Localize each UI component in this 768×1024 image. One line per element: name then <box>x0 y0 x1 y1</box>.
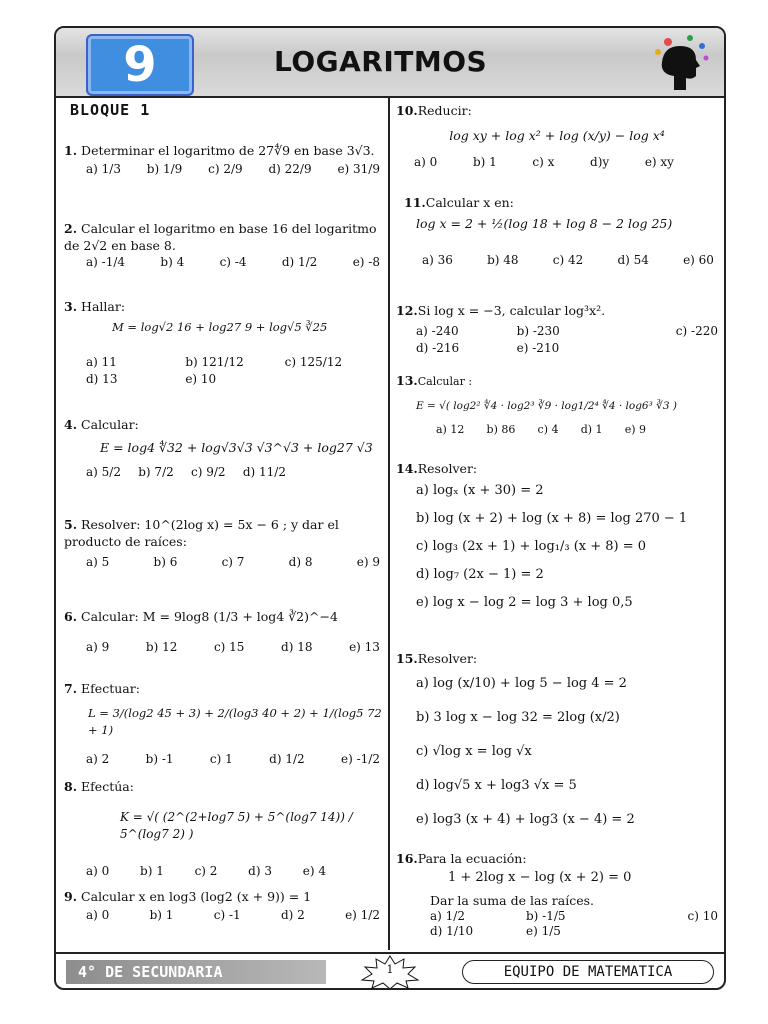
q10-option-c: c) x <box>532 155 555 169</box>
q14-items <box>416 477 718 617</box>
question-3 <box>64 298 384 388</box>
q9-number: 9. <box>64 889 78 904</box>
q14-item-c: c) log₃ (2x + 1) + log₁/₃ (x + 8) = 0 <box>416 539 647 554</box>
q12-number: 12. <box>396 303 418 318</box>
q4-option-a: a) 5/2 <box>86 465 121 479</box>
q7-option-d: d) 1/2 <box>269 752 305 766</box>
chapter-number-box <box>86 34 194 96</box>
q15-number: 15. <box>396 651 418 666</box>
question-13 <box>396 372 718 438</box>
q15-item-e: e) log3 (x + 4) + log3 (x − 4) = 2 <box>416 812 635 827</box>
q8-options <box>64 863 330 880</box>
q12-option-a: a) -240 <box>416 324 459 338</box>
q3-option-d: d) 13 <box>86 372 118 386</box>
q8-option-a: a) 0 <box>86 864 110 878</box>
q6-text: Calcular: M = 9log8 (1/3 + log4 ∛2)^−4 <box>81 609 338 624</box>
q5-option-b: b) 6 <box>153 555 178 569</box>
q10-option-d: d)y <box>590 155 610 169</box>
q7-option-b: b) -1 <box>145 752 174 766</box>
q15-item-a: a) log (x/10) + log 5 − log 4 = 2 <box>416 676 627 691</box>
q8-number: 8. <box>64 779 78 794</box>
q14-text: Resolver: <box>417 461 478 476</box>
q6-option-d: d) 18 <box>281 640 313 654</box>
q5-option-a: a) 5 <box>86 555 110 569</box>
q12-text: Si log x = −3, calcular log³x². <box>417 303 606 318</box>
q16-option-d: d) 1/10 <box>430 924 474 938</box>
q2-option-a: a) -1/4 <box>86 255 126 269</box>
q5-options <box>64 554 384 571</box>
q13-option-c: c) 4 <box>537 423 559 436</box>
q15-items <box>416 667 718 837</box>
q11-option-a: a) 36 <box>422 253 453 267</box>
chapter-number: 9 <box>123 37 157 93</box>
q9-option-c: c) -1 <box>213 908 241 922</box>
q11-formula: log x = 2 + ½(log 18 + log 8 − 2 log 25) <box>416 216 673 231</box>
grade-label: 4° DE SECUNDARIA <box>66 960 326 984</box>
q8-option-e: e) 4 <box>302 864 326 878</box>
q7-number: 7. <box>64 681 78 696</box>
q1-option-a: a) 1/3 <box>86 162 121 176</box>
right-column <box>396 98 718 950</box>
q3-text: Hallar: <box>81 299 126 314</box>
q13-formula: E = √( log2² ∜4 · log2³ ∛9 · log1/2⁴ ∜4 · log6³ ∛3 ) <box>416 400 677 412</box>
question-15 <box>396 650 718 837</box>
q2-option-d: d) 1/2 <box>281 255 318 269</box>
q12-options <box>416 323 718 357</box>
q1-option-e: e) 31/9 <box>337 162 380 176</box>
q6-option-e: e) 13 <box>349 640 380 654</box>
question-1 <box>64 142 384 178</box>
question-4 <box>64 416 384 481</box>
q2-options <box>64 254 384 271</box>
q8-option-d: d) 3 <box>248 864 272 878</box>
q15-item-d: d) log√5 x + log3 √x = 5 <box>416 778 577 793</box>
q2-option-c: c) -4 <box>219 255 247 269</box>
q5-option-c: c) 7 <box>221 555 245 569</box>
q4-options <box>64 464 290 481</box>
q1-option-c: c) 2/9 <box>208 162 243 176</box>
q3-options <box>64 354 384 388</box>
q3-option-a: a) 11 <box>86 355 117 369</box>
q3-number: 3. <box>64 299 78 314</box>
q2-text: Calcular el logaritmo en base 16 del logaritmo de 2√2 en base 8. <box>64 221 377 253</box>
q8-option-b: b) 1 <box>140 864 164 878</box>
q13-option-d: d) 1 <box>580 423 603 436</box>
q12-option-c: c) -220 <box>675 324 718 338</box>
question-11 <box>396 194 718 269</box>
q8-option-c: c) 2 <box>194 864 218 878</box>
q13-option-b: b) 86 <box>486 423 516 436</box>
q4-option-c: c) 9/2 <box>191 465 226 479</box>
q7-options <box>64 751 384 768</box>
q2-option-b: b) 4 <box>160 255 185 269</box>
q16-option-e: e) 1/5 <box>526 924 561 938</box>
q11-text: Calcular x en: <box>425 195 514 210</box>
q8-formula: K = √( (2^(2+log7 5) + 5^(log7 14)) / 5^(log7 2) ) <box>120 810 353 841</box>
q12-option-e: e) -210 <box>516 341 560 355</box>
q9-options <box>64 907 384 924</box>
q1-number: 1. <box>64 143 78 158</box>
question-6 <box>64 608 384 656</box>
q9-option-d: d) 2 <box>280 908 305 922</box>
q9-text: Calcular x en log3 (log2 (x + 9)) = 1 <box>81 889 312 904</box>
left-column <box>64 98 384 950</box>
q11-option-d: d) 54 <box>617 253 649 267</box>
q15-item-b: b) 3 log x − log 32 = 2log (x/2) <box>416 710 620 725</box>
page-title: LOGARITMOS <box>274 45 488 78</box>
q14-item-a: a) logₓ (x + 30) = 2 <box>416 483 544 498</box>
q6-number: 6. <box>64 609 78 624</box>
q7-formula: L = 3/(log2 45 + 3) + 2/(log3 40 + 2) + 1/(log5 72 + 1) <box>88 706 382 737</box>
q7-option-a: a) 2 <box>86 752 110 766</box>
q3-formula: M = log√2 16 + log27 9 + log√5 ∛25 <box>112 320 328 334</box>
q6-option-a: a) 9 <box>86 640 110 654</box>
q14-item-b: b) log (x + 2) + log (x + 8) = log 270 − 1 <box>416 511 688 526</box>
q11-option-e: e) 60 <box>683 253 714 267</box>
q16-option-a: a) 1/2 <box>430 909 465 923</box>
q10-option-b: b) 1 <box>472 155 497 169</box>
question-14 <box>396 460 718 617</box>
q10-options <box>414 154 678 171</box>
q5-option-e: e) 9 <box>356 555 380 569</box>
q10-option-e: e) xy <box>644 155 674 169</box>
page-number: 1 <box>386 963 394 976</box>
q5-option-d: d) 8 <box>288 555 313 569</box>
math-head-icon <box>646 32 716 92</box>
q5-number: 5. <box>64 517 78 532</box>
q16-text: Para la ecuación: <box>417 851 527 866</box>
q4-option-d: d) 11/2 <box>242 465 286 479</box>
header-banner <box>56 28 724 98</box>
q4-text: Calcular: <box>81 417 139 432</box>
q15-item-c: c) √log x = log √x <box>416 744 532 759</box>
q10-formula: log xy + log x² + log (x/y) − log x⁴ <box>449 128 665 143</box>
q4-number: 4. <box>64 417 78 432</box>
q7-option-c: c) 1 <box>209 752 233 766</box>
q12-option-d: d) -216 <box>416 341 460 355</box>
bloque-heading: BLOQUE 1 <box>70 101 151 119</box>
column-divider <box>388 98 390 950</box>
q6-option-c: c) 15 <box>213 640 245 654</box>
question-10 <box>396 102 718 171</box>
q1-option-b: b) 1/9 <box>146 162 183 176</box>
q16-formula: 1 + 2log x − log (x + 2) = 0 <box>448 870 632 885</box>
q3-option-b: b) 121/12 <box>185 355 244 369</box>
q3-option-e: e) 10 <box>185 372 217 386</box>
q10-text: Reducir: <box>417 103 472 118</box>
q4-option-b: b) 7/2 <box>138 465 174 479</box>
q1-option-d: d) 22/9 <box>268 162 312 176</box>
q4-formula: E = log4 ∜32 + log√3√3 √3^√3 + log27 √3 <box>100 440 373 455</box>
q11-options <box>422 252 718 269</box>
q16-option-b: b) -1/5 <box>526 909 566 923</box>
q9-option-b: b) 1 <box>149 908 174 922</box>
q1-text: Determinar el logaritmo de 27∜9 en base 3√3. <box>81 143 375 158</box>
question-8 <box>64 778 384 880</box>
q2-option-e: e) -8 <box>352 255 380 269</box>
question-12 <box>396 302 718 357</box>
q16-number: 16. <box>396 851 418 866</box>
q14-item-d: d) log₇ (2x − 1) = 2 <box>416 567 544 582</box>
q8-text: Efectúa: <box>81 779 134 794</box>
q6-option-b: b) 12 <box>145 640 178 654</box>
q16-option-c: c) 10 <box>687 909 718 923</box>
q13-text: Calcular : <box>417 375 473 388</box>
q15-text: Resolver: <box>417 651 478 666</box>
q16-instruction: Dar la suma de las raíces. <box>430 893 595 908</box>
q13-option-a: a) 12 <box>436 423 465 436</box>
q12-option-b: b) -230 <box>516 324 560 338</box>
team-label: EQUIPO DE MATEMATICA <box>462 960 714 984</box>
q5-text: Resolver: 10^(2log x) = 5x − 6 ; y dar el producto de raíces: <box>64 517 339 549</box>
q9-option-e: e) 1/2 <box>345 908 380 922</box>
q7-option-e: e) -1/2 <box>341 752 380 766</box>
q9-option-a: a) 0 <box>86 908 110 922</box>
q11-number: 11. <box>404 195 426 210</box>
q11-option-c: c) 42 <box>552 253 584 267</box>
footer-bar <box>56 952 724 990</box>
question-16 <box>396 850 718 939</box>
q13-options <box>436 421 650 438</box>
q3-option-c: c) 125/12 <box>284 355 343 369</box>
question-7 <box>64 680 384 768</box>
q16-options <box>430 909 718 939</box>
question-5 <box>64 516 384 571</box>
q14-item-e: e) log x − log 2 = log 3 + log 0,5 <box>416 595 633 610</box>
q13-number: 13. <box>396 373 418 388</box>
q2-number: 2. <box>64 221 78 236</box>
worksheet-page <box>54 26 726 990</box>
q10-number: 10. <box>396 103 418 118</box>
q6-options <box>64 639 384 656</box>
question-2 <box>64 220 384 271</box>
q14-number: 14. <box>396 461 418 476</box>
q1-options <box>64 161 384 178</box>
q11-option-b: b) 48 <box>487 253 519 267</box>
q10-option-a: a) 0 <box>414 155 438 169</box>
question-9 <box>64 888 384 924</box>
q13-option-e: e) 9 <box>624 423 646 436</box>
q7-text: Efectuar: <box>81 681 140 696</box>
